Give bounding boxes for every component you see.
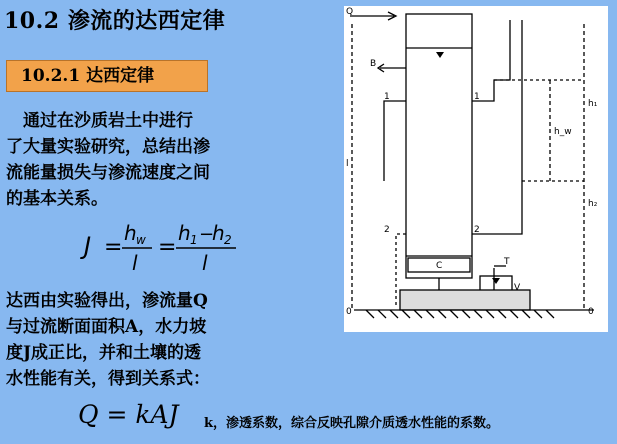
- formula-j-minus: −: [199, 224, 215, 245]
- darcy-law-formula: Q = kAJ: [78, 400, 179, 429]
- intro-line: 了大量实验研究，总结出渗: [6, 137, 210, 157]
- darcy-experiment-figure: [344, 6, 608, 332]
- result-line: 度J成正比，并和土壤的透: [6, 343, 202, 363]
- section-title: [4, 4, 225, 35]
- label-c: C: [436, 261, 443, 271]
- label-q: Q: [346, 7, 354, 17]
- label-t: T: [504, 257, 510, 267]
- label-zero-right: 0: [588, 307, 594, 317]
- apparatus-diagram: [344, 6, 608, 332]
- formula-j-num2-sub2: 2: [224, 233, 232, 247]
- label-zero-left: 0: [346, 307, 352, 317]
- section-title-text: 渗流的达西定律: [67, 8, 226, 34]
- label-b: B: [370, 59, 377, 69]
- label-1b: 1: [474, 92, 480, 102]
- result-line: 水性能有关，得到关系式：: [6, 369, 210, 389]
- piezometer-1-tube: [384, 101, 406, 181]
- intro-line: 通过在沙质岩土中进行: [6, 111, 193, 131]
- result-line: 与过流断面面积A，水力坡: [6, 317, 207, 337]
- water-level-marker: [436, 52, 444, 58]
- base-block: [400, 290, 530, 310]
- vessel-level-marker: [492, 278, 500, 284]
- formula-j-eq1: =: [104, 235, 123, 260]
- label-2a: 2: [384, 225, 390, 235]
- formula-j-num2-sub1: 1: [190, 233, 198, 247]
- intro-paragraph: [6, 108, 296, 212]
- intro-line: 流能量损失与渗流速度之间: [6, 163, 210, 183]
- formula-j-lhs: J: [84, 232, 92, 260]
- section-number: 10.2: [4, 8, 60, 34]
- subsection-number: 10.2.1: [21, 66, 81, 86]
- formula-j-num2-b: h: [212, 221, 225, 245]
- right-piezometer-1: [472, 20, 510, 101]
- result-line: 达西由实验得出，渗流量Q: [6, 291, 208, 311]
- label-1a: 1: [384, 92, 390, 102]
- formula-j-num2: h: [178, 221, 191, 245]
- formula-j-eq2: =: [158, 235, 177, 260]
- formula-j-num1-sub: w: [136, 233, 146, 247]
- intro-line: 的基本关系。: [6, 189, 108, 209]
- formula-j-den1: l: [132, 251, 138, 275]
- formula-j-den2: l: [202, 251, 208, 275]
- result-paragraph: [6, 288, 296, 392]
- right-piezometer-2: [472, 20, 522, 234]
- subsection-banner: [6, 60, 208, 92]
- hydraulic-gradient-formula: [80, 218, 260, 278]
- label-l: l: [346, 159, 349, 169]
- label-hw: h_w: [554, 127, 572, 137]
- permeability-note: k，渗透系数，综合反映孔隙介质透水性能的系数。: [204, 416, 500, 431]
- ground-hatching: [366, 310, 554, 318]
- label-h2: h₂: [588, 199, 598, 209]
- label-h1: h₁: [588, 99, 598, 109]
- formula-j-num1: h: [124, 221, 137, 245]
- label-2b: 2: [474, 225, 480, 235]
- label-v: V: [514, 283, 521, 293]
- subsection-title: 达西定律: [86, 66, 155, 86]
